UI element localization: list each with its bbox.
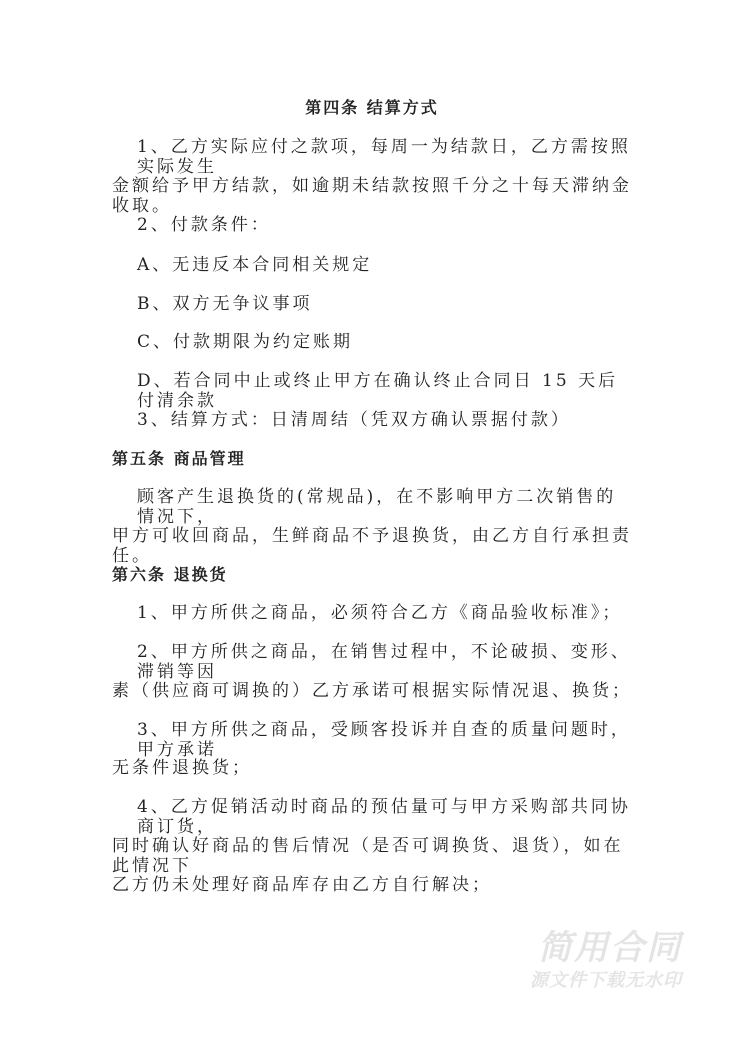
article-6-clause-4-line-3: 乙方仍未处理好商品库存由乙方自行解决；: [112, 875, 492, 895]
article-6-clause-4-line-1: 4、乙方促销活动时商品的预估量可与甲方采购部共同协商订货，: [137, 797, 631, 837]
article-6-clause-1: 1、甲方所供之商品，必须符合乙方《商品验收标准》；: [137, 603, 623, 623]
payment-condition-c: C、付款期限为约定账期: [137, 332, 354, 352]
article-6-clause-2-line-1: 2、甲方所供之商品，在销售过程中，不论破损、变形、滞销等因: [137, 642, 631, 682]
article-4-title: 第四条 结算方式: [305, 98, 439, 117]
article-6-clause-3-line-2: 无条件退换货；: [112, 758, 252, 778]
article-4-clause-1-line-1: 1、乙方实际应付之款项，每周一为结款日，乙方需按照实际发生: [137, 137, 631, 177]
article-4-clause-1-line-2: 金额给予甲方结款，如逾期未结款按照千分之十每天滞纳金收取。: [112, 176, 632, 216]
watermark-logo: 简用合同: [538, 928, 682, 968]
article-6-clause-4-line-2: 同时确认好商品的售后情况（是否可调换货、退货），如在此情况下: [112, 836, 624, 876]
article-6-clause-2-line-2: 素（供应商可调换的）乙方承诺可根据实际情况退、换货；: [112, 681, 632, 701]
payment-condition-a: A、无违反本合同相关规定: [137, 255, 373, 275]
payment-condition-b: B、双方无争议事项: [137, 294, 313, 314]
payment-condition-d: D、若合同中止或终止甲方在确认终止合同日 15 天后付清余款: [137, 371, 619, 411]
article-5-para-line-2: 甲方可收回商品，生鲜商品不予退换货，由乙方自行承担责任。: [112, 526, 632, 566]
watermark-tagline: 源文件下载无水印: [530, 970, 682, 991]
article-5-para-line-1: 顾客产生退换货的(常规品)，在不影响甲方二次销售的情况下，: [137, 487, 617, 527]
article-6-title: 第六条 退换货: [112, 565, 228, 584]
article-4-clause-3: 3、结算方式：日清周结（凭双方确认票据付款）: [137, 410, 571, 430]
article-5-title: 第五条 商品管理: [112, 449, 246, 468]
article-4-clause-2: 2、付款条件：: [137, 215, 271, 235]
article-6-clause-3-line-1: 3、甲方所供之商品，受顾客投诉并自查的质量问题时，甲方承诺: [137, 720, 631, 760]
